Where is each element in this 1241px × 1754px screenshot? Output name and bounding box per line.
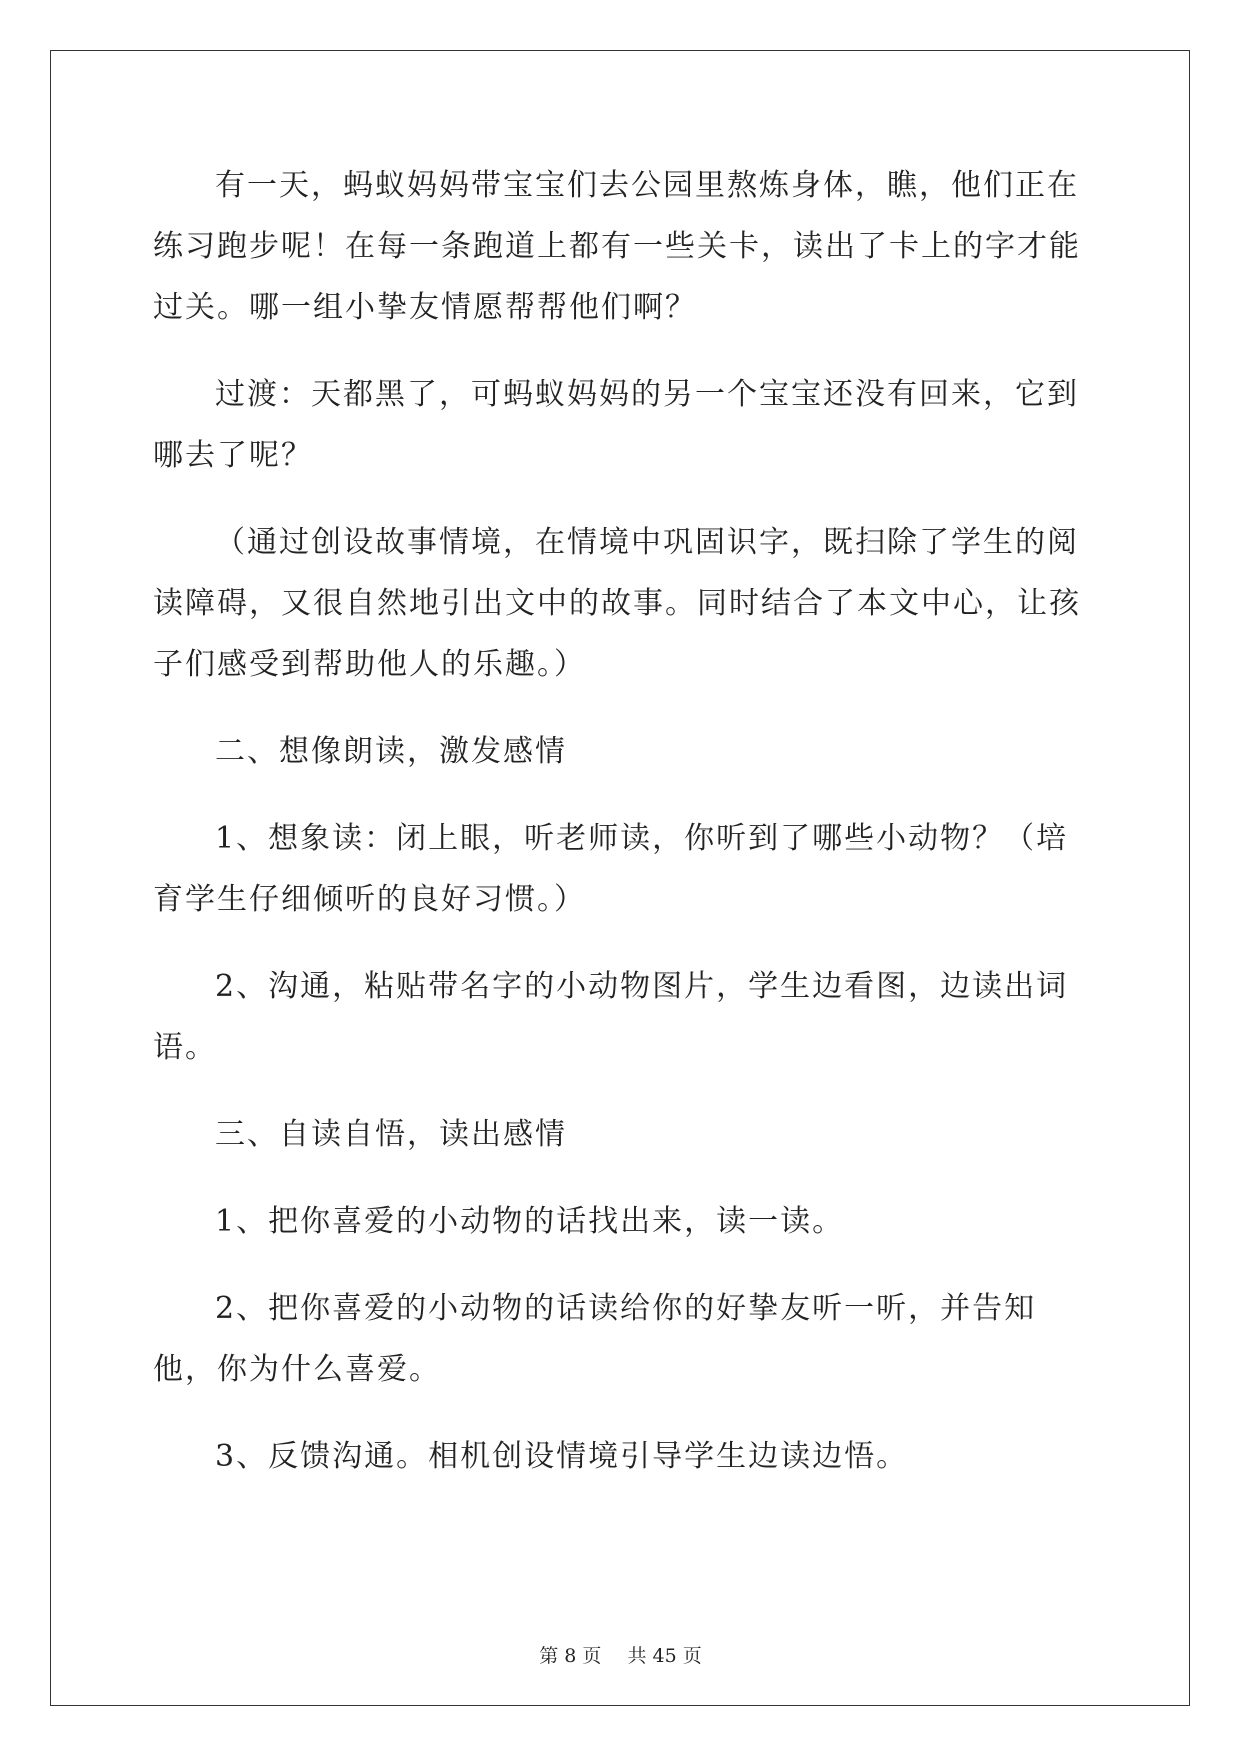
page-footer [0, 1641, 1241, 1668]
paragraph-5: 2、沟通，粘贴带名字的小动物图片，学生边看图，边读出词语。 [153, 969, 1069, 1065]
paragraph-2: 过渡：天都黑了，可蚂蚁妈妈的另一个宝宝还没有回来，它到哪去了呢？ [153, 377, 1079, 473]
paragraph-1: 有一天，蚂蚁妈妈带宝宝们去公园里熬炼身体，瞧，他们正在练习跑步呢！在每一条跑道上都有一些关卡，读出了卡上的字才能过关。哪一组小挚友情愿帮帮他们啊？ [153, 168, 1081, 325]
paragraph-8: 3、反馈沟通。相机创设情境引导学生边读边悟。 [215, 1439, 909, 1474]
paragraph-4: 1、想象读：闭上眼，听老师读，你听到了哪些小动物？（培育学生仔细倾听的良好习惯。） [153, 821, 1069, 917]
paragraph-3: （通过创设故事情境，在情境中巩固识字，既扫除了学生的阅读障碍，又很自然地引出文中的故事。同时结合了本文中心，让孩子们感受到帮助他人的乐趣。） [153, 525, 1081, 682]
paragraph-7: 2、把你喜爱的小动物的话读给你的好挚友听一听，并告知他，你为什么喜爱。 [153, 1291, 1037, 1387]
section-heading-3: 三、自读自悟，读出感情 [215, 1117, 567, 1152]
document-body [153, 155, 1093, 1487]
paragraph-6: 1、把你喜爱的小动物的话找出来，读一读。 [215, 1204, 845, 1239]
section-heading-2: 二、想像朗读，激发感情 [215, 734, 567, 769]
page-total: 共 45 页 [627, 1645, 702, 1667]
page-number: 第 8 页 [539, 1645, 602, 1667]
